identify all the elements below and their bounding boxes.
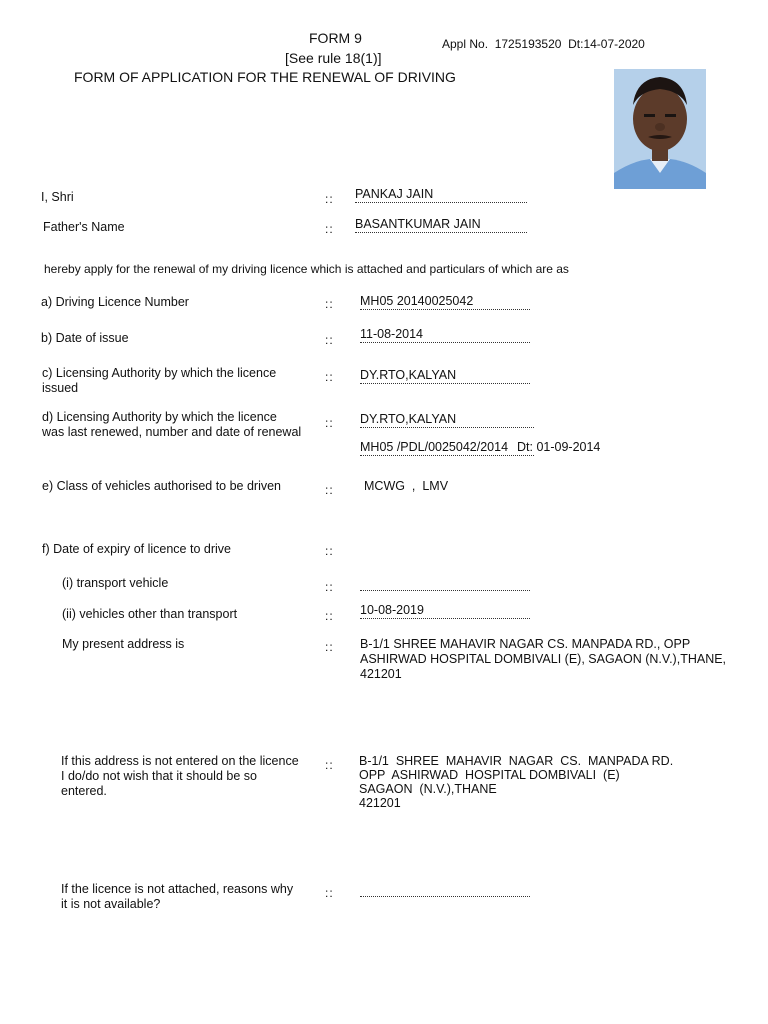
renewal-date-value: Dt: 01-09-2014 [517, 440, 601, 454]
application-number [442, 37, 645, 51]
issuing-authority-value: DY.RTO,KALYAN [360, 368, 530, 384]
alt-address-label: If this address is not entered on the licence I do/do not wish that it should be so entered. [61, 754, 299, 798]
separator: :: [325, 222, 334, 236]
separator: :: [325, 483, 334, 497]
alt-address-line-4: 421201 [359, 796, 401, 810]
separator: :: [325, 580, 334, 594]
father-name: BASANTKUMAR JAIN [355, 217, 527, 233]
alt-address-line-2: OPP ASHIRWAD HOSPITAL DOMBIVALI (E) [359, 768, 620, 782]
renewal-number-value: MH05 /PDL/0025042/2014 [360, 440, 534, 456]
separator: :: [325, 297, 334, 311]
date-of-issue-label: b) Date of issue [41, 331, 129, 345]
non-transport-label: (ii) vehicles other than transport [62, 607, 238, 621]
separator: :: [325, 370, 334, 384]
renewal-authority-label: d) Licensing Authority by which the licence was last renewed, number and date of renewal [42, 410, 302, 439]
separator: :: [325, 886, 334, 900]
applicant-name: PANKAJ JAIN [355, 187, 527, 203]
separator: :: [325, 544, 334, 558]
separator: :: [325, 640, 334, 654]
transport-vehicle-label: (i) transport vehicle [62, 576, 169, 590]
intro-text: hereby apply for the renewal of my driving licence which is attached and particulars of which are as [44, 262, 569, 276]
renewal-authority-value: DY.RTO,KALYAN [360, 412, 534, 428]
appl-no-label: Appl No. [442, 37, 489, 51]
appl-no-value: 1725193520 [494, 37, 562, 51]
appl-date: Dt:14-07-2020 [568, 37, 645, 51]
person-photo-icon [614, 69, 706, 189]
applicant-photo [614, 69, 706, 189]
present-address-label: My present address is [62, 637, 185, 651]
separator: :: [325, 758, 334, 772]
shri-label: I, Shri [41, 190, 74, 204]
date-of-issue-value: 11-08-2014 [360, 327, 530, 343]
vehicle-class-label: e) Class of vehicles authorised to be driven [42, 479, 282, 493]
licence-number-value: MH05 20140025042 [360, 294, 530, 310]
issuing-authority-label: c) Licensing Authority by which the licence issued [42, 366, 277, 395]
transport-vehicle-value [360, 584, 530, 591]
non-transport-value: 10-08-2019 [360, 603, 530, 619]
form-number: FORM 9 [309, 30, 362, 46]
licence-number-label: a) Driving Licence Number [41, 295, 189, 309]
reason-label: If the licence is not attached, reasons why it is not available? [61, 882, 294, 911]
alt-address-line-3: SAGAON (N.V.),THANE [359, 782, 497, 796]
rule-reference: [See rule 18(1)] [285, 50, 382, 66]
form-title: FORM OF APPLICATION FOR THE RENEWAL OF DRIVING [74, 69, 456, 85]
expiry-date-label: f) Date of expiry of licence to drive [42, 542, 231, 556]
separator: :: [325, 609, 334, 623]
present-address-value: B-1/1 SHREE MAHAVIR NAGAR CS. MANPADA RD., OPP ASHIRWAD HOSPITAL DOMBIVALI (E), SAGAON (N.V.),THANE, 421201 [360, 637, 727, 681]
separator: :: [325, 333, 334, 347]
vehicle-class-value: MCWG , LMV [364, 479, 449, 493]
alt-address-line-1: B-1/1 SHREE MAHAVIR NAGAR CS. MANPADA RD. [359, 754, 674, 768]
reason-value [360, 890, 530, 897]
father-name-label: Father's Name [43, 220, 125, 234]
separator: :: [325, 416, 334, 430]
separator: :: [325, 192, 334, 206]
